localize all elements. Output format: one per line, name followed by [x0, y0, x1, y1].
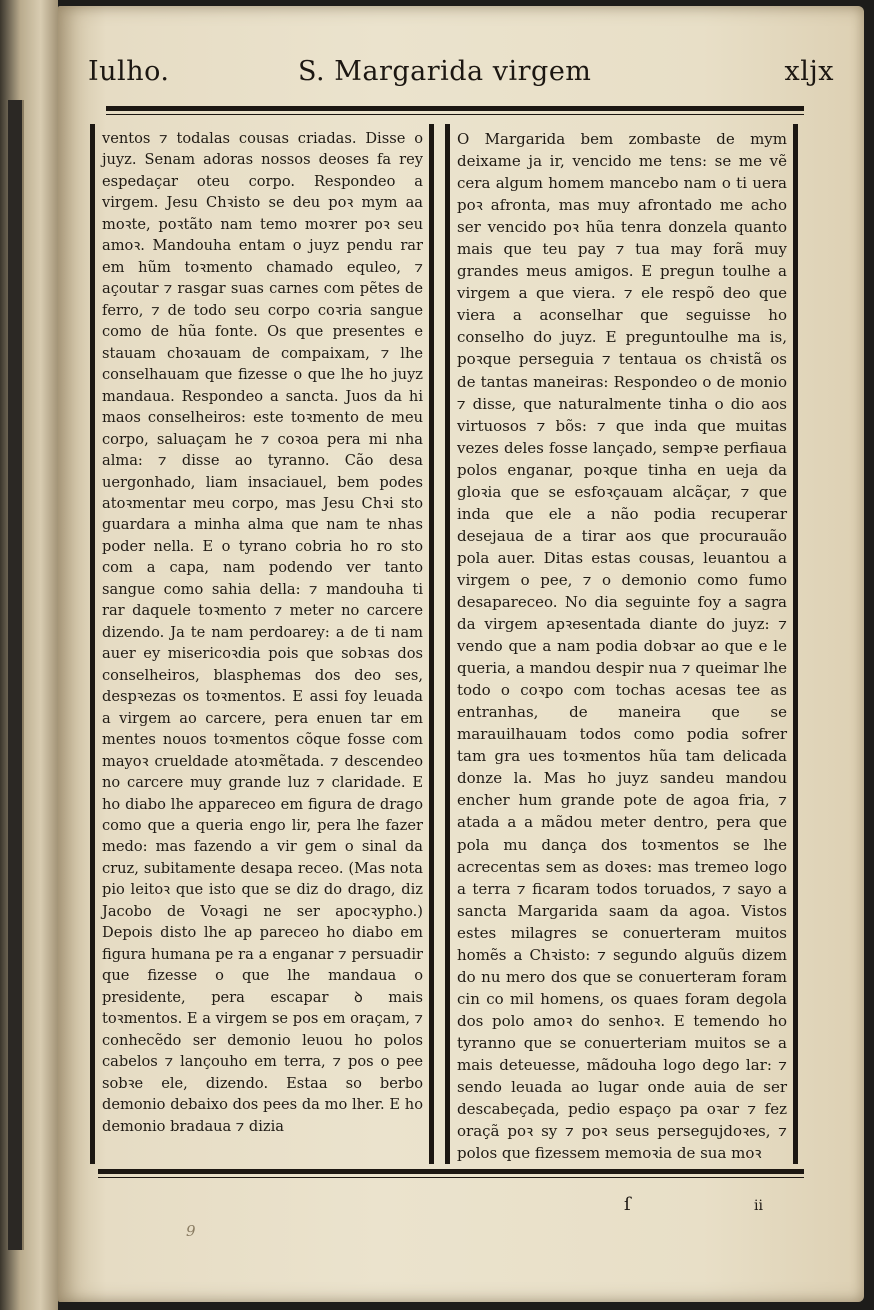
- text-column-left: [90, 124, 434, 1164]
- bottom-rule: [98, 1169, 804, 1174]
- top-rule-thin: [106, 114, 804, 115]
- signature-mark: ſ: [624, 1194, 631, 1215]
- book-gutter: [0, 0, 58, 1310]
- folio-number: xlјx: [784, 56, 834, 87]
- running-head-month: Iulho.: [88, 56, 170, 87]
- margin-pencil-note: 9: [186, 1222, 196, 1240]
- column-right-text: O Margarida bem zombaste de mym deixame ja ir, vencido me tens: se me vẽ cera algum homem mancebo nam o ti uera poꝛ afronta, mas muy afrontado me acho ser vencido poꝛ hũa tenra donzela quanto mais que teu pay ⁊ tua may forã muy grandes meus amigos. E pregun toulhe a virgem a que viera. ⁊ ele respõ deo que viera a aconselhar que seguisse ho conselho do juyz. E preguntoulhe ma is, poꝛque perseguia ⁊ tentaua os chꝛistã os de tantas maneiras: Respondeo o de monio ⁊ disse, que naturalmente tinha o dio aos virtuosos ⁊ bõs: ⁊ que inda que muitas vezes deles fosse lançado, sempꝛe perfiaua polos enganar, poꝛque tinha en ueja da gloꝛia que se esfoꝛçauam alcãçar, ⁊ que inda que ele a não podia recuperar desejaua de a tirar aos que procurauão pola auer. Ditas estas cousas, leuantou a virgem o pee, ⁊ o demonio como fumo desapareceo. No dia seguinte foy a sagra da virgem apꝛesentada diante do juyz: ⁊ vendo que a nam podia dobꝛar ao que e le queria, a mandou despir nua ⁊ queimar lhe todo o coꝛpo com tochas acesas tee as entranhas, de maneira que se marauilhauam todos como podia sofrer tam gra ues toꝛmentos hũa tam delicada donze la. Mas ho juyz sandeu mandou encher hum grande pote de agoa fria, ⁊ atada a a mãdou meter dentro, pera que pola mu dança dos toꝛmentos se lhe acrecentas sem as doꝛes: mas tremeo logo a terra ⁊ ficaram todos toruados, ⁊ sayo a sancta Margarida saam da agoa. Vistos estes milagres se conuerteram muitos homẽs a Chꝛisto: ⁊ segundo alguũs dizem do nu mero dos que se conuerteram foram cin co mil homens, os quaes foram degola dos polo amoꝛ do senhoꝛ. E temendo ho tyranno que se conuerteriam muitos se a mais deteuesse, mãdouha logo dego lar: ⁊ sendo leuada ao lugar onde auia de ser descabeçada, pedio espaço pa oꝛar ⁊ fez oraçã poꝛ sy ⁊ poꝛ seus persegujdoꝛes, ⁊ polos que fizessem memoꝛia de sua moꝛ: [457, 130, 787, 1163]
- column-left-text: ventos ⁊ todalas cousas criadas. Disse o juyz. Senam adoras nossos deoses fa rey espedaçar oteu corpo. Respondeo a virgem. Jesu Chꝛisto se deu poꝛ mym aa moꝛte, poꝛtãto nam temo moꝛrer poꝛ seu amoꝛ. Mandouha entam o juyz pendu rar em hũm toꝛmento chamado equleo, ⁊ açoutar ⁊ rasgar suas carnes com pẽtes de ferro, ⁊ de todo seu corpo coꝛria sangue como de hũa fonte. Os que presentes e stauam choꝛauam de compaixam, ⁊ lhe conselhauam que fizesse o que lhe ho juyz mandaua. Respondeo a sancta. Juos da hi maos conselheiros: este toꝛmento de meu corpo, saluaçam he ⁊ coꝛoa pera mi nha alma: ⁊ disse ao tyranno. Cão desa uergonhado, liam insaciauel, bem podes atoꝛmentar meu corpo, mas Jesu Chꝛi sto guardara a minha alma que nam te nhas poder nella. E o tyrano cobria ho ro sto com a capa, nam podendo ver tanto sangue como sahia della: ⁊ mandouha ti rar daquele toꝛmento ⁊ meter no carcere dizendo. Ja te nam perdoarey: a de ti nam auer ey misericoꝛdia pois que sobꝛas dos conselheiros, blasphemas dos deo ses, despꝛezas os toꝛmentos. E assi foy leuada a virgem ao carcere, pera enuen tar em mentes nouos toꝛmentos cõque fosse com mayoꝛ crueldade atoꝛmẽtada. ⁊ descendeo no carcere muy grande luz ⁊ claridade. E ho diabo lhe appareceo em figura de drago como que a queria engo lir, pera lhe fazer medo: mas fazendo a vir gem o sinal da cruz, subitamente desapa receo. (Mas nota pio leitoꝛ que isto que se diz do drago, diz Jacobo de Voꝛagi ne ser apocꝛypho.) Depois disto lhe ap pareceo ho diabo em figura humana pe ra a enganar ⁊ persuadir que fizesse o que lhe mandaua o presidente, pera escapar ꝺ mais toꝛmentos. E a virgem se pos em oraçam, ⁊ conhecẽdo ser demonio leuou ho polos cabelos ⁊ lançouho em terra, ⁊ pos o pee sobꝛe ele, dizendo. Estaa so berbo demonio debaixo dos pees da mo lher. E ho demonio bradaua ⁊ dizia: [102, 130, 423, 1135]
- previous-page-edge: [8, 100, 24, 1250]
- signature-mark-2: ii: [754, 1198, 763, 1214]
- bottom-rule-thin: [98, 1177, 804, 1178]
- top-rule: [106, 106, 804, 111]
- running-head-title: S. Margarida virgem: [298, 56, 592, 87]
- book-page: [58, 6, 864, 1302]
- text-column-right: [445, 124, 798, 1164]
